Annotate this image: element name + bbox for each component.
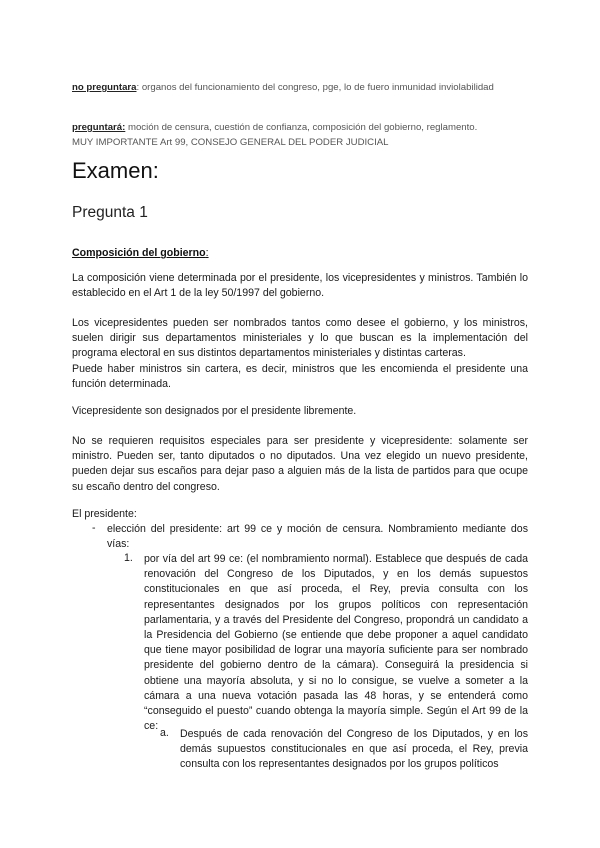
paragraph-ministros-sin-cartera: Puede haber ministros sin cartera, es decir, ministros que les encomienda el presidente una función determinada. (72, 362, 528, 390)
note-yes-text: moción de censura, cuestión de confianza, composición del gobierno, reglamento. (125, 122, 478, 133)
section-heading (72, 247, 209, 259)
note-preguntara (72, 120, 528, 150)
note-no-preguntara (72, 80, 528, 95)
list-letter: a. (160, 727, 169, 739)
note-no-label: no preguntara (72, 82, 137, 93)
list-item-art99: por vía del art 99 ce: (el nombramiento normal). Establece que después de cada renovación del Congreso de los Diputados, y en los demás supuestos constitucionales en que así proceda, el Rey, previa consulta con los representantes designados por los grupos políticos con representación parlamentaria, y a través del Presidente del Congreso, propondrá un candidato a la Presidencia del Gobierno (se entiende que debe proponer a aquel candidato que tiene mayor posibilidad de lograr una mayoría suficiente para ser nombrado presidente del gobierno dentro de la cámara). Conseguirá la presidencia si obtiene una mayoría absoluta, y si no lo consigue, se vuelve a someter a la cámara a una nueva votación pasada las 48 horas, y se entenderá como “conseguido el puesto” cuando obtenga la mayoría simple. Según el Art 99 de la ce: (144, 553, 528, 733)
paragraph-vicepresidentes-text: Los vicepresidentes pueden ser nombrados tantos como desee el gobierno, y los ministros, suelen dirigir sus departamentos ministeriales y lo que buscan es la implementación del programa electoral en sus distintos departamentos ministeriales y distintas carteras. (72, 317, 528, 360)
note-no-text: : organos del funcionamiento del congreso, pge, lo de fuero inmunidad inviolabilidad (136, 82, 494, 93)
note-important: MUY IMPORTANTE Art 99, CONSEJO GENERAL DEL PODER JUDICIAL (72, 137, 389, 148)
paragraph-vicepresidentes (72, 316, 528, 392)
list-item-art99-a: Después de cada renovación del Congreso de los Diputados, y en los demás supuestos constitucionales en que así proceda, el Rey, previa consulta con los representantes designados por los grupos políticos (180, 728, 528, 771)
question-title: Pregunta 1 (72, 204, 148, 221)
page-title: Examen: (72, 158, 159, 183)
section-heading-suffix: : (205, 247, 209, 259)
paragraph-presidente: El presidente: (72, 508, 137, 520)
paragraph-composicion: La composición viene determinada por el presidente, los vicepresidentes y ministros. También lo establecido en el Art 1 de la ley 50/1997 del gobierno. (72, 272, 528, 300)
list-item-eleccion: elección del presidente: art 99 ce y moción de censura. Nombramiento mediante dos vías: (107, 523, 528, 551)
paragraph-designacion: Vicepresidente son designados por el presidente libremente. (72, 405, 357, 417)
note-yes-label: preguntará: (72, 122, 126, 133)
list-bullet: - (92, 522, 96, 534)
paragraph-requisitos: No se requieren requisitos especiales para ser presidente y vicepresidente: solamente ser ministro. Pueden ser, tanto diputados o no diputados. Una vez elegido un nuevo presidente, pueden dejar sus escaños para dejar paso a alguien más de la lista de partidos para que ocupe su escaño dentro del congreso. (72, 435, 528, 493)
list-number: 1. (124, 552, 133, 564)
section-heading-text: Composición del gobierno (72, 247, 206, 259)
